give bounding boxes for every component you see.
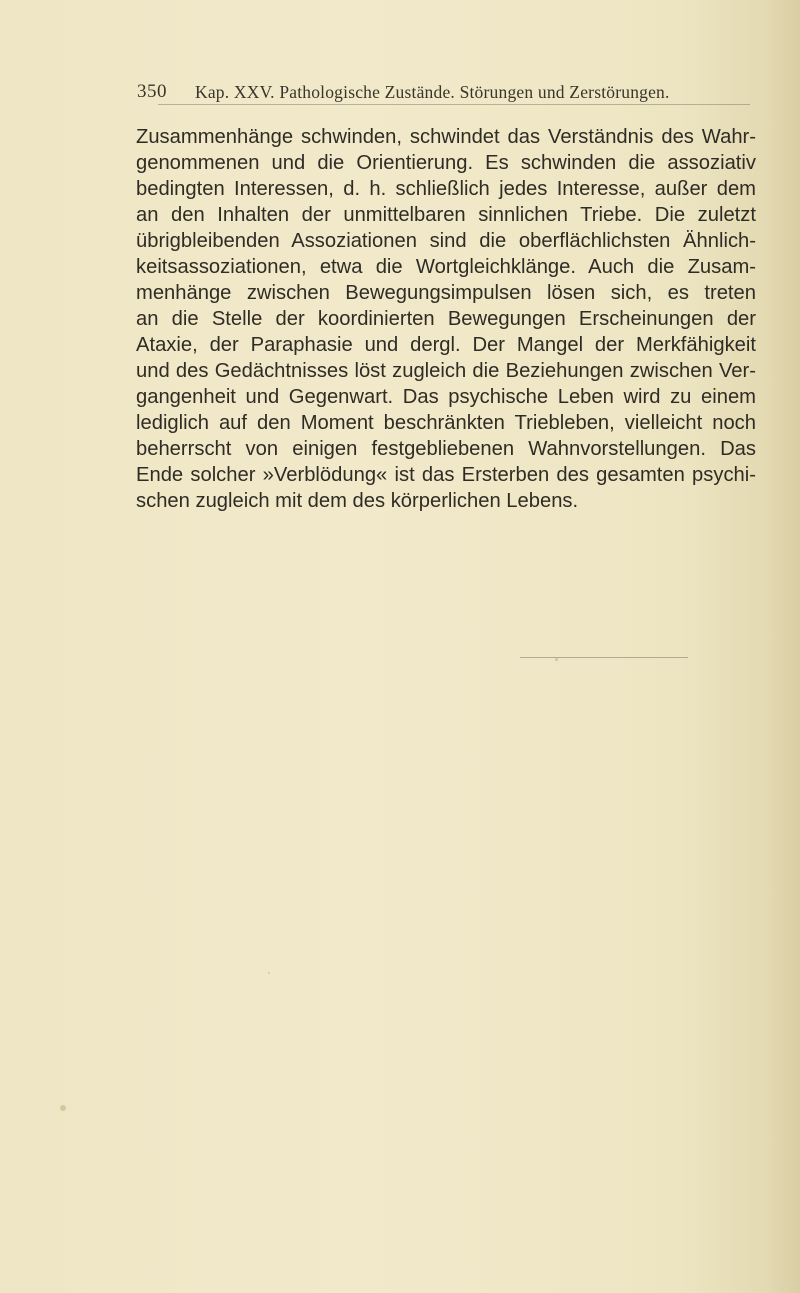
text-line: lediglich auf den Moment beschränkten Triebleben, vielleicht noch — [136, 412, 756, 434]
text-line: gangenheit und Gegenwart. Das psychische Leben wird zu einem — [136, 386, 756, 408]
paper-speck — [60, 1105, 66, 1111]
paper-speck — [555, 658, 558, 661]
page-number: 350 — [137, 81, 167, 102]
text-line: und des Gedächtnisses löst zugleich die Beziehungen zwischen Ver- — [136, 360, 756, 382]
text-line: an den Inhalten der unmittelbaren sinnlichen Triebe. Die zuletzt — [136, 204, 756, 226]
body-paragraph — [136, 124, 756, 514]
text-line: genommenen und die Orientierung. Es schwinden die assoziativ — [136, 152, 756, 174]
text-line: Ataxie, der Paraphasie und dergl. Der Mangel der Merkfähigkeit — [136, 334, 756, 356]
page-header — [137, 80, 751, 104]
text-line: bedingten Interessen, d. h. schließlich jedes Interesse, außer dem — [136, 178, 756, 200]
text-line: menhänge zwischen Bewegungsimpulsen lösen sich, es treten — [136, 282, 756, 304]
text-line: schen zugleich mit dem des körperlichen Lebens. — [136, 490, 579, 512]
paper-speck — [268, 972, 270, 974]
text-line: Ende solcher »Verblödung« ist das Ersterben des gesamten psychi- — [136, 464, 756, 486]
end-rule — [520, 657, 688, 658]
text-line: beherrscht von einigen festgebliebenen Wahnvorstellungen. Das — [136, 438, 756, 460]
text-line: übrigbleibenden Assoziationen sind die oberflächlichsten Ähnlich- — [136, 230, 756, 252]
text-line: Zusammenhänge schwinden, schwindet das Verständnis des Wahr- — [136, 126, 756, 148]
text-line: keitsassoziationen, etwa die Wortgleichklänge. Auch die Zusam- — [136, 256, 756, 278]
header-rule — [158, 104, 750, 105]
text-line: an die Stelle der koordinierten Bewegungen Erscheinungen der — [136, 308, 756, 330]
running-head: Kap. XXV. Pathologische Zustände. Störungen und Zerstörungen. — [195, 82, 670, 102]
